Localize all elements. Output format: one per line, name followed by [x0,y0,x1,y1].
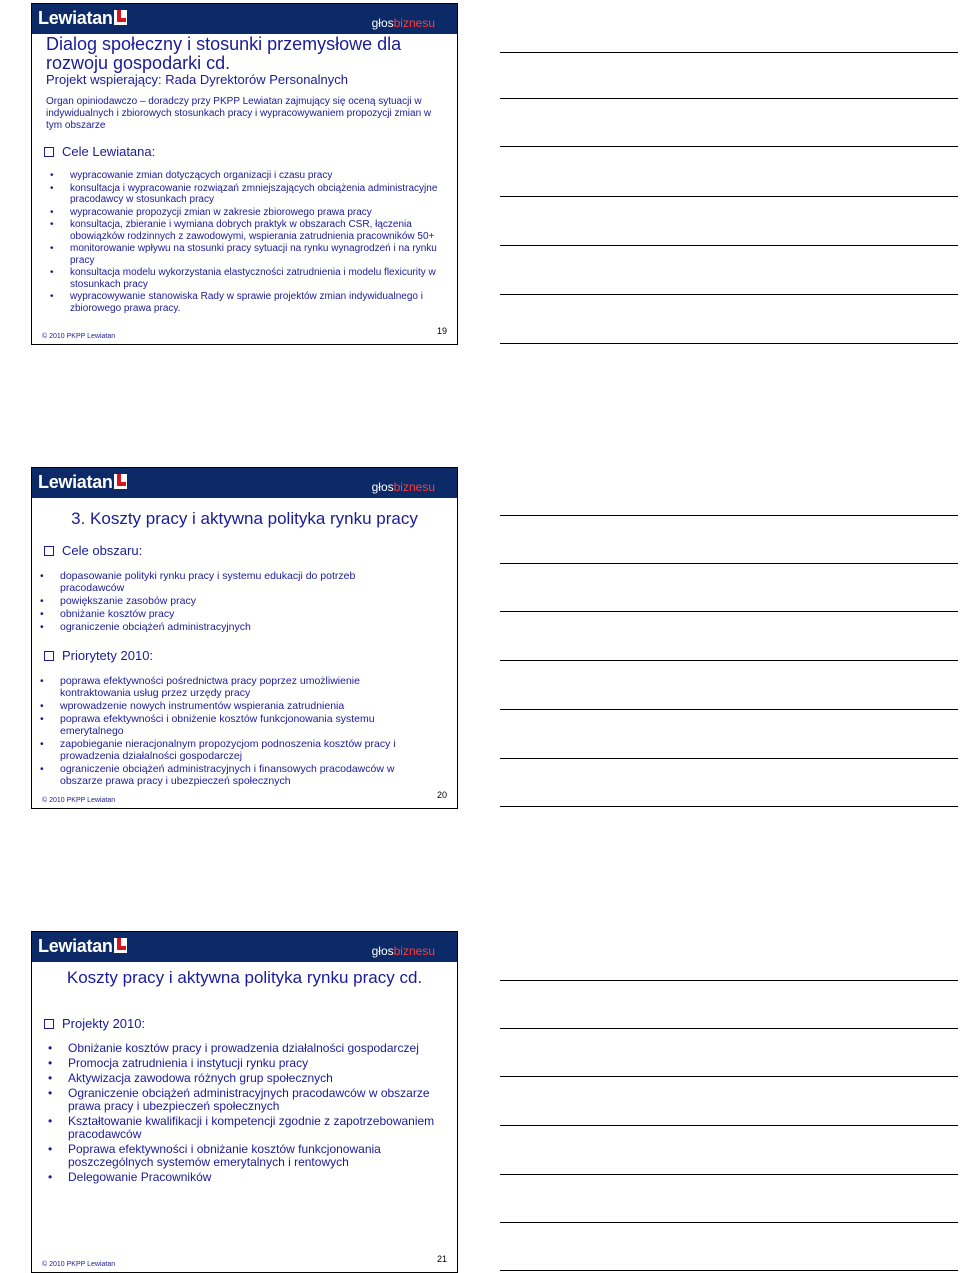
note-line [500,245,958,246]
list-item: • ograniczenie obciążeń administracyjnych [32,621,412,633]
list-item: • wypracowywanie stanowiska Rady w sprawie projektów zmian indywidualnego i zbiorowego prawa pracy. [42,291,447,314]
list-item: • wprowadzenie nowych instrumentów wspierania zatrudnienia [32,700,427,712]
slide-header-bar [32,468,457,498]
list-item: • Delegowanie Pracowników [40,1171,445,1184]
list-item: • Obniżanie kosztów pracy i prowadzenia działalności gospodarczej [40,1042,445,1055]
priorities-list [32,675,427,787]
lewiatan-logo: Lewiatan [38,936,113,956]
lewiatan-logo-mark-icon [114,10,127,25]
checkbox-bullet-icon [44,651,54,661]
note-line [500,52,958,53]
slide-subtitle: Projekt wspierający: Rada Dyrektorów Personalnych [46,72,349,87]
note-line [500,709,958,710]
list-item: • Promocja zatrudnienia i instytucji rynku pracy [40,1057,445,1070]
note-line [500,1125,958,1126]
list-item: • konsultacja, zbieranie i wymiana dobrych praktyk w obszarach CSR, łączenia obowiązków rodzinnych z zawodowymi, wspierania zatrudnienia pracowników 50+ [42,219,447,242]
list-item: • wypracowanie zmian dotyczących organizacji i czasu pracy [42,170,447,182]
note-line [500,1174,958,1175]
lewiatan-logo-mark-icon [114,474,127,489]
slide-title: Koszty pracy i aktywna polityka rynku pracy cd. [66,968,423,987]
list-item: • monitorowanie wpływu na stosunki pracy sytuacji na rynku wynagrodzeń i na rynku pracy [42,243,447,266]
note-line [500,980,958,981]
list-item: • ograniczenie obciążeń administracyjnych i finansowych pracodawców w obszarze prawa pracy i ubezpieczeń społecznych [32,763,427,787]
lewiatan-logo: Lewiatan [38,472,113,492]
list-item: • konsultacja i wypracowanie rozwiązań zmniejszających obciążenia administracyjne pracodawcy w stosunkach pracy [42,183,447,206]
note-line [500,515,958,516]
section-header: Priorytety 2010: [44,648,153,663]
slide-description: Organ opiniodawczo – doradczy przy PKPP Lewiatan zajmujący się oceną sytuacji w indywidualnych i zbiorowych stosunkach pracy i wypracowywaniem propozycji zmian w tym obszarze [46,96,432,131]
checkbox-bullet-icon [44,546,54,556]
lewiatan-logo-mark-icon [114,938,127,953]
list-item: • konsultacja modelu wykorzystania elastyczności zatrudnienia i modelu flexicurity w stosunkach pracy [42,267,447,290]
list-item: • poprawa efektywności i obniżenie kosztów funkcjonowania systemu emerytalnego [32,713,427,737]
goals-list [42,170,447,314]
glos-biznesu-logo: głosbiznesu [371,944,435,958]
glos-biznesu-logo: głosbiznesu [371,16,435,30]
note-line [500,1028,958,1029]
glos-biznesu-logo: głosbiznesu [371,480,435,494]
note-line [500,98,958,99]
slide-footer: © 2010 PKPP Lewiatan [42,333,116,340]
list-item: • Aktywizacja zawodowa różnych grup społecznych [40,1072,445,1085]
list-item: • Ograniczenie obciążeń administracyjnych pracodawców w obszarze prawa pracy i ubezpieczeń społecznych [40,1087,445,1113]
checkbox-bullet-icon [44,1019,54,1029]
note-line [500,146,958,147]
list-item: • dopasowanie polityki rynku pracy i systemu edukacji do potrzeb pracodawców [32,570,412,594]
section-header: Cele Lewiatana: [44,144,155,159]
note-line [500,294,958,295]
note-line [500,196,958,197]
slide-footer: © 2010 PKPP Lewiatan [42,797,116,804]
lewiatan-logo: Lewiatan [38,8,113,28]
checkbox-bullet-icon [44,147,54,157]
list-item: • wypracowanie propozycji zmian w zakresie zbiorowego prawa pracy [42,207,447,219]
slide-20 [31,467,458,809]
list-item: • Poprawa efektywności i obniżanie kosztów funkcjonowania poszczególnych systemów emerytalnych i rentowych [40,1143,445,1169]
slide-footer: © 2010 PKPP Lewiatan [42,1261,116,1268]
page-number: 21 [436,1254,447,1264]
note-line [500,1076,958,1077]
list-item: • powiększanie zasobów pracy [32,595,412,607]
note-line [500,563,958,564]
note-line [500,1222,958,1223]
slide-header-bar [32,932,457,962]
note-line [500,343,958,344]
slide-header-bar [32,4,457,34]
note-line [500,1270,958,1271]
list-item: • zapobieganie nieracjonalnym propozycjom podnoszenia kosztów pracy i prowadzenia działalności gospodarczej [32,738,427,762]
section-header: Projekty 2010: [44,1016,145,1031]
slide-19 [31,3,458,345]
page-number: 20 [436,790,447,800]
list-item: • obniżanie kosztów pracy [32,608,412,620]
goals-list [32,570,412,633]
section-header: Cele obszaru: [44,543,142,558]
slide-21 [31,931,458,1273]
slide-title: Dialog społeczny i stosunki przemysłowe dla rozwoju gospodarki cd. [46,34,402,73]
page-number: 19 [436,326,447,336]
note-line [500,660,958,661]
note-line [500,806,958,807]
note-line [500,758,958,759]
list-item: • poprawa efektywności pośrednictwa pracy poprzez umożliwienie kontraktowania usług przez urzędy pracy [32,675,427,699]
slide-title: 3. Koszty pracy i aktywna polityka rynku pracy [71,509,418,528]
list-item: • Kształtowanie kwalifikacji i kompetencji zgodnie z zapotrzebowaniem pracodawców [40,1115,445,1141]
note-line [500,611,958,612]
projects-list [40,1042,445,1184]
